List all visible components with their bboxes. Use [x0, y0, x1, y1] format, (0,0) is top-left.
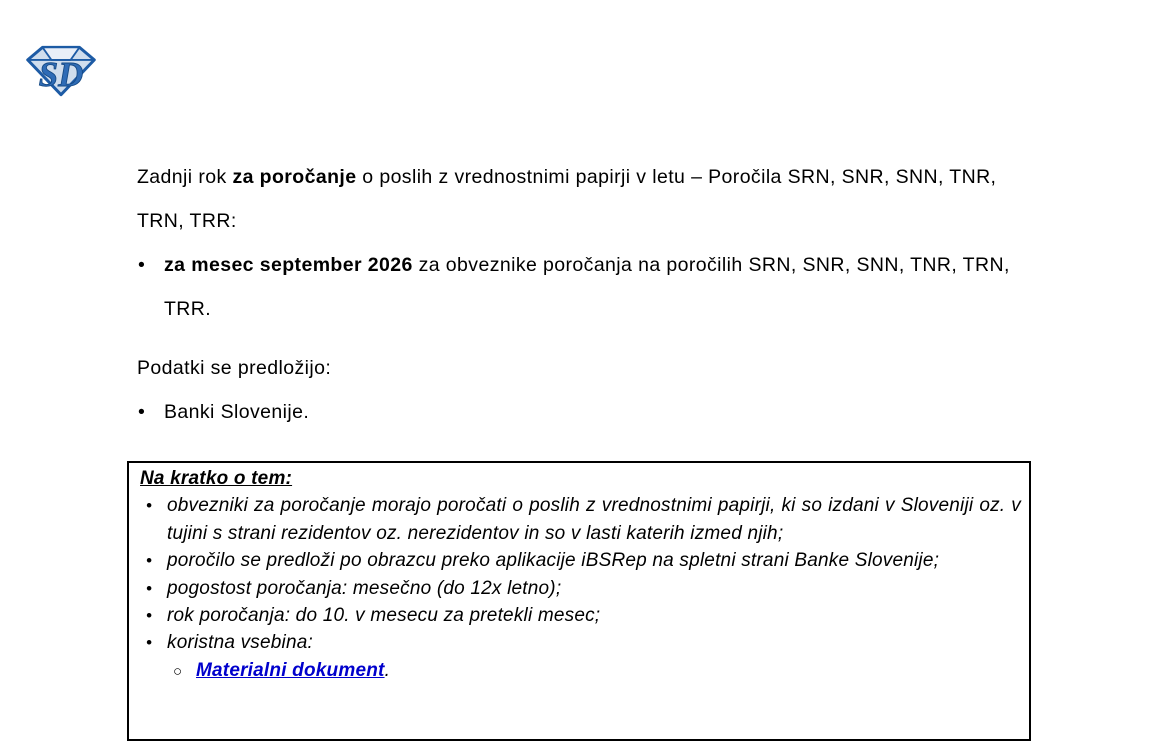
list-item: • Banki Slovenije. — [137, 390, 1026, 434]
sd-diamond-icon — [24, 44, 98, 98]
list-item: • obvezniki za poročanje morajo poročati o poslih z vrednostnimi papirji, ki so izdani v Sloveniji oz. v tujini s strani rezidentov oz. nerezidentov in so v lasti katerih izmed njih; — [140, 492, 1021, 547]
summary-list — [140, 492, 1021, 656]
summary-sub-item — [140, 657, 1021, 684]
main-content — [137, 155, 1026, 434]
summary-box-title: Na kratko o tem: — [140, 468, 293, 489]
intro-text-bold: za poročanje — [232, 166, 357, 188]
materialni-dokument-link[interactable]: Materialni dokument — [196, 659, 385, 681]
list-item: • rok poročanja: do 10. v mesecu za pretekli mesec; — [140, 602, 1021, 629]
logo-letters: SD — [38, 54, 84, 94]
sd-diamond-logo — [24, 44, 98, 98]
list-item: • poročilo se predloži po obrazcu preko aplikacije iBSRep na spletni strani Banke Slovenije; — [140, 547, 1021, 574]
deadline-bold: za mesec september 2026 — [164, 254, 413, 276]
list-item: • koristna vsebina: — [140, 629, 1021, 656]
summary-box — [127, 461, 1031, 741]
intro-text-end: o poslih z vrednostnimi papirji v letu – Poročila SRN, SNR, SNN, TNR, TRN, TRR: — [137, 166, 997, 232]
list-item — [137, 243, 1026, 331]
intro-text-start: Zadnji rok — [137, 166, 233, 188]
deadline-list — [137, 243, 1026, 331]
submission-list — [137, 390, 1026, 434]
intro-paragraph — [137, 155, 1026, 243]
sub-item-period: . — [384, 659, 391, 681]
list-item: • pogostost poročanja: mesečno (do 12x letno); — [140, 575, 1021, 602]
deadline-rest: za obveznike poročanja na poročilih SRN, SNR, SNN, TNR, TRN, TRR. — [164, 254, 1010, 320]
submission-heading: Podatki se predložijo: — [137, 357, 332, 379]
